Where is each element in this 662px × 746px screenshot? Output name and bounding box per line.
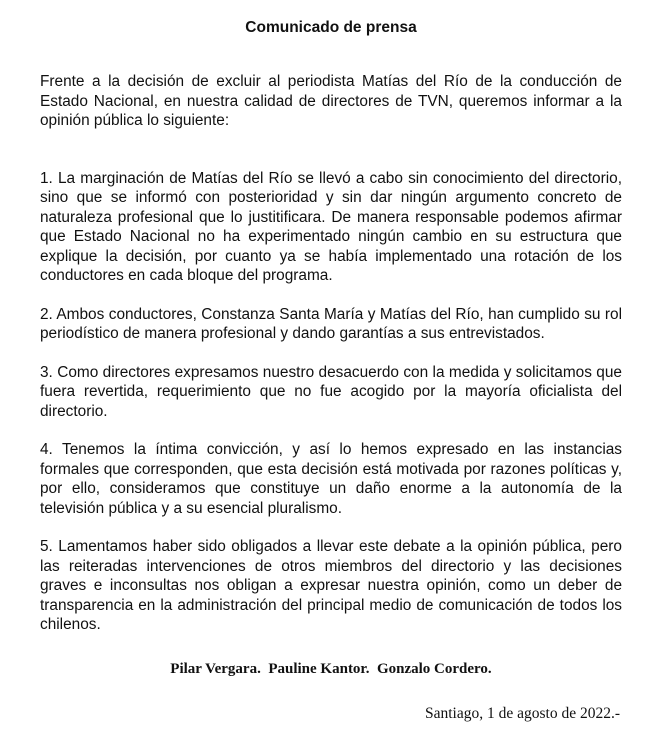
- document-title: Comunicado de prensa: [245, 19, 417, 36]
- document-date: Santiago, 1 de agosto de 2022.-: [424, 705, 620, 722]
- point-2-paragraph: 2. Ambos conductores, Constanza Santa María y Matías del Río, han cumplido su rol periodístico de manera profesional y dando garantías a sus entrevistados.: [40, 305, 622, 342]
- point-1-paragraph: 1. La marginación de Matías del Río se llevó a cabo sin conocimiento del directorio, sino que se informó con posterioridad y sin dar ningún argumento concreto de naturaleza profesional que lo justitificara. De manera responsable podemos afirmar que Estado Nacional no ha experimentado ningún cambio en su estructura que explique la decisión, por cuanto ya se había implementado una rotación de los conductores en cada bloque del programa.: [40, 169, 622, 284]
- point-3-paragraph: 3. Como directores expresamos nuestro desacuerdo con la medida y solicitamos que fuera revertida, requerimiento que no fue acogido por la mayoría oficialista del directorio.: [40, 363, 622, 420]
- point-4-paragraph: 4. Tenemos la íntima convicción, y así lo hemos expresado en las instancias formales que corresponden, que esta decisión está motivada por razones políticas y, por ello, consideramos que constituye un daño enorme a la autonomía de la televisión pública y a su esencial pluralismo.: [40, 441, 622, 517]
- point-5-paragraph: 5. Lamentamos haber sido obligados a llevar este debate a la opinión pública, pero las reiteradas intervenciones de otros miembros del directorio y las decisiones graves e inconsultas nos obligan a expresar nuestra opinión, como un deber de transparencia en la administración del principal medio de comunicación de todos los chilenos.: [40, 538, 622, 633]
- intro-paragraph: Frente a la decisión de excluir al periodista Matías del Río de la conducción de Estado Nacional, en nuestra calidad de directores de TVN, queremos informar a la opinión pública lo siguiente:: [40, 73, 622, 129]
- signatures: Pilar Vergara. Pauline Kantor. Gonzalo Cordero.: [170, 660, 492, 677]
